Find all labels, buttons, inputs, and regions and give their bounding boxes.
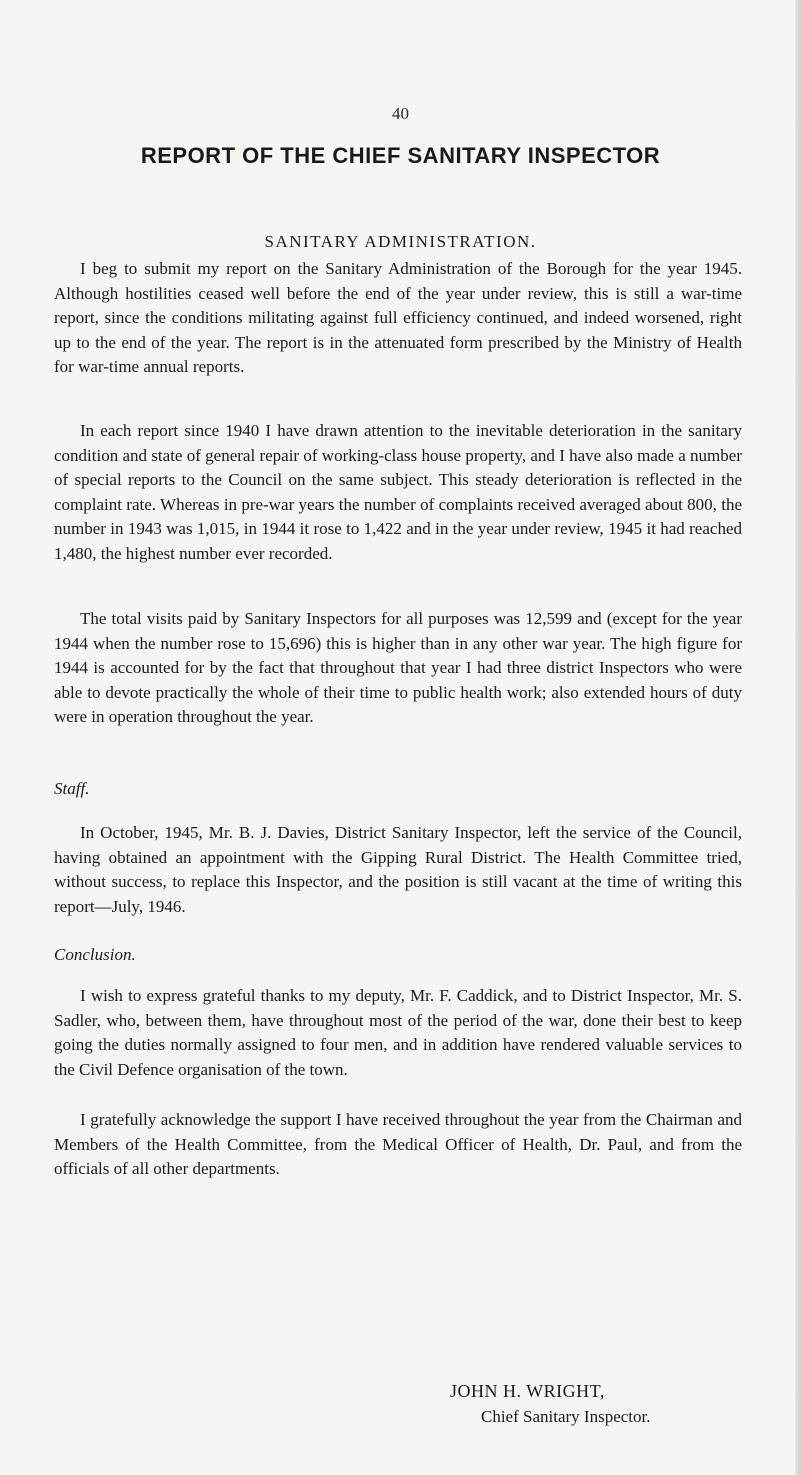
page-edge-shadow (795, 0, 801, 1475)
thanks-paragraph: I wish to express grateful thanks to my deputy, Mr. F. Caddick, and to District Inspector, Mr. S. Sadler, who, between them, have throughout most of the period of the war, done their best to keep going the duties normally assigned to four men, and in addition have rendered valuable services to the Civil Defence organisation of the town. (54, 986, 742, 1079)
staff-heading: Staff. (54, 779, 90, 798)
signature-name: JOHN H. WRIGHT, (450, 1381, 605, 1401)
visits-paragraph: The total visits paid by Sanitary Inspectors for all purposes was 12,599 and (except for the year 1944 when the number rose to 15,696) this is higher than in any other war year. The high figure for 1944 is accounted for by the fact that throughout that year I had three district Inspectors who were able to devote practically the whole of their time to public health work; also extended hours of duty were in operation throughout the year. (54, 609, 742, 726)
conclusion-heading: Conclusion. (54, 945, 136, 964)
section-title: SANITARY ADMINISTRATION. (264, 232, 537, 251)
page-number: 40 (392, 104, 409, 123)
page-title: REPORT OF THE CHIEF SANITARY INSPECTOR (140, 143, 661, 168)
acknowledgement-paragraph: I gratefully acknowledge the support I have received throughout the year from the Chairman and Members of the Health Committee, from the Medical Officer of Health, Dr. Paul, and from the officials of all other departments. (54, 1110, 742, 1178)
signature-title: Chief Sanitary Inspector. (481, 1407, 651, 1426)
staff-paragraph: In October, 1945, Mr. B. J. Davies, District Sanitary Inspector, left the service of the Council, having obtained an appointment with the Gipping Rural District. The Health Committee tried, without success, to replace this Inspector, and the position is still vacant at the time of writing this report—July, 1946. (54, 823, 742, 916)
intro-paragraph: I beg to submit my report on the Sanitary Administration of the Borough for the year 1945. Although hostilities ceased well before the end of the year under review, this is still a war-time report, since the conditions militating against full efficiency continued, and indeed worsened, right up to the end of the year. The report is in the attenuated form prescribed by the Ministry of Health for war-time annual reports. (54, 259, 742, 376)
complaints-paragraph: In each report since 1940 I have drawn attention to the inevitable deterioration in the sanitary condition and state of general repair of working-class house property, and I have also made a number of special reports to the Council on the same subject. This steady deterioration is reflected in the complaint rate. Whereas in pre-war years the number of complaints received averaged about 800, the number in 1943 was 1,015, in 1944 it rose to 1,422 and in the year under review, 1945 it had reached 1,480, the highest number ever recorded. (54, 421, 742, 563)
